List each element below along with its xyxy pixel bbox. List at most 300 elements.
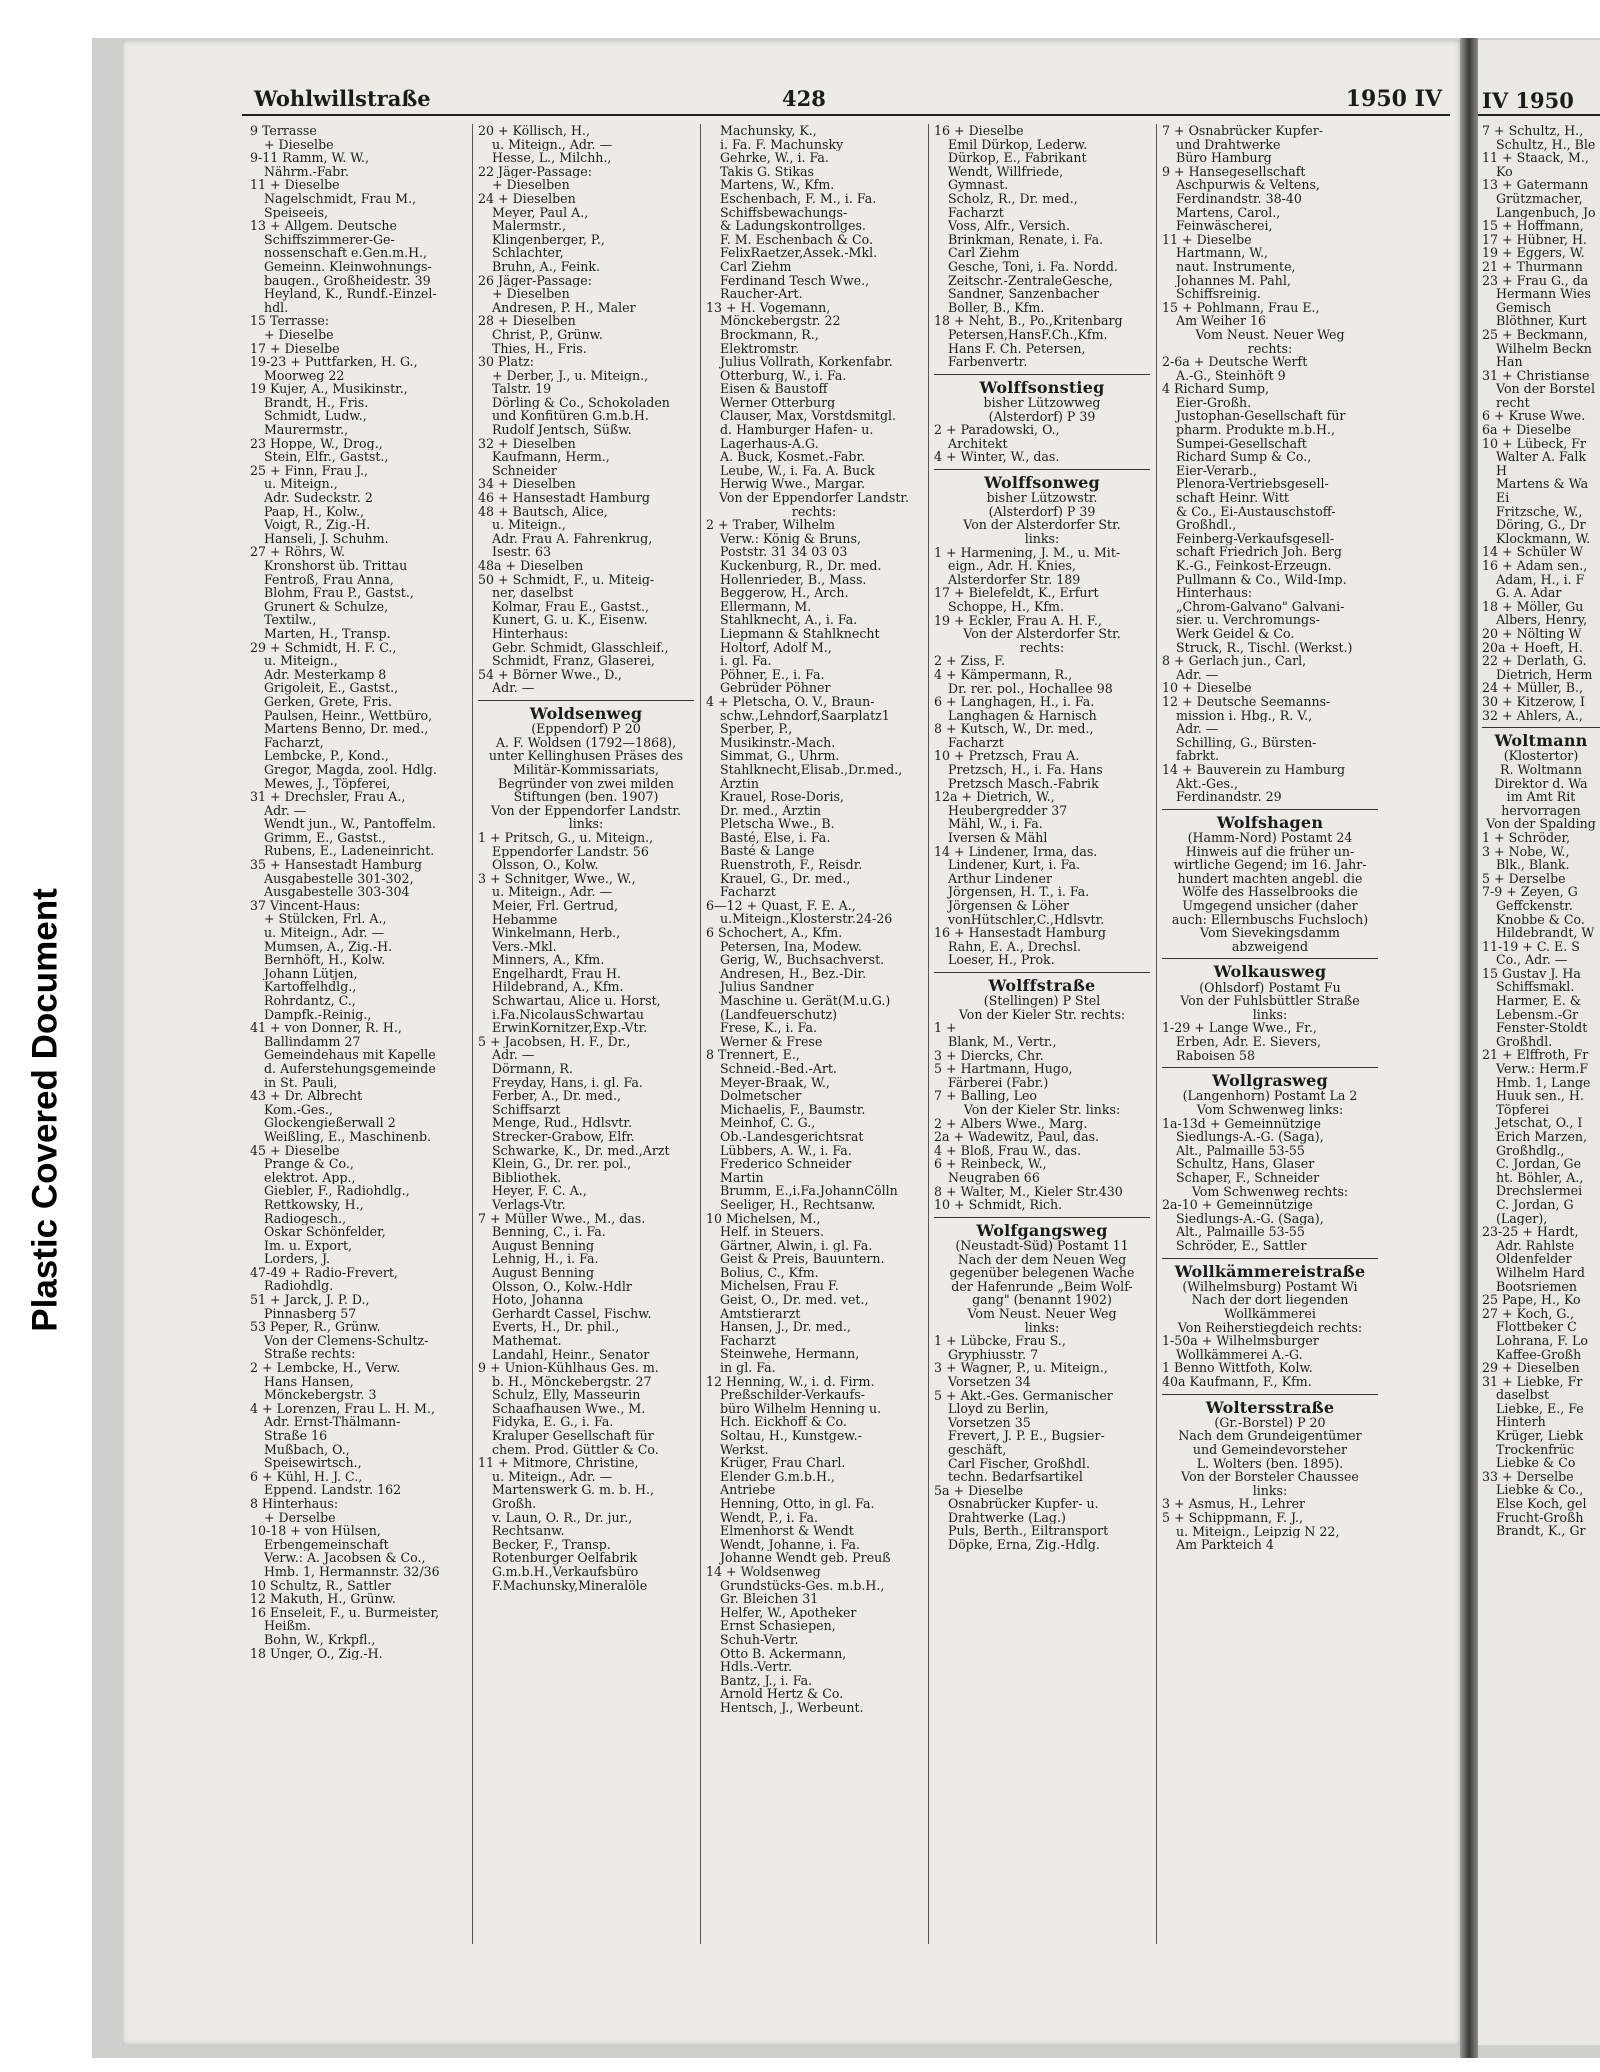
directory-entry: i.Fa.NicolausSchwartau: [492, 1007, 644, 1022]
directory-entry: u. Miteign., Adr. —: [492, 137, 613, 152]
directory-entry: 3 + Asmus, H., Lehrer: [1162, 1497, 1306, 1511]
directory-entry: 4 + Pletscha, O. V., Braun-: [706, 694, 875, 709]
directory-entry: Langhagen & Harnisch: [948, 708, 1097, 723]
street-note: Stiftungen (ben. 1907): [513, 789, 659, 805]
directory-entry: Albers, Henry,: [1496, 613, 1588, 627]
directory-entry: Krauel, Rose-Doris,: [720, 790, 844, 804]
directory-entry: 48 + Bautsch, Alice,: [478, 504, 608, 519]
directory-entry: Ferber, A., Dr. med.,: [492, 1089, 621, 1103]
directory-entry: Martens, W., Kfm.: [720, 178, 835, 192]
directory-entry: Ferdinandstr. 38-40: [1176, 191, 1302, 206]
directory-entry: Straße 16: [264, 1429, 328, 1443]
directory-entry: Im. u. Export,: [264, 1238, 353, 1253]
next-page-column: [1482, 124, 1600, 1538]
directory-entry: 6 + Reinbeck, W.,: [934, 1157, 1047, 1171]
directory-entry: 5a + Dieselbe: [934, 1483, 1024, 1498]
directory-entry: 3 + Wagner, P., u. Miteign.,: [934, 1361, 1108, 1375]
directory-entry: Hesse, L., Milchh.,: [492, 151, 612, 165]
directory-entry: Gymnast.: [948, 178, 1009, 192]
directory-entry: Kaffee-Großh: [1496, 1347, 1582, 1362]
directory-entry: 28 + Dieselben: [478, 314, 576, 328]
directory-entry: 9 + Hansegesellschaft: [1162, 164, 1306, 179]
directory-entry: Struck, R., Tischl. (Werkst.): [1176, 640, 1353, 655]
directory-entry: Verw.: Herm.F: [1496, 1062, 1589, 1076]
directory-entry: Maurermstr.,: [264, 423, 349, 437]
directory-entry: Sumpei-Gesellschaft: [1176, 436, 1307, 451]
directory-entry: 10 + Pretzsch, Frau A.: [934, 749, 1080, 764]
street-note: Nach der dort liegenden: [1191, 1292, 1349, 1308]
directory-entry: Großhdl.,: [1176, 518, 1237, 532]
directory-entry: Heubergredder 37: [948, 803, 1068, 818]
directory-entry: 43 + Dr. Albrecht: [250, 1089, 363, 1103]
directory-entry: 24 + Dieselben: [478, 191, 576, 206]
directory-entry: Justophan-Gesellschaft für: [1176, 409, 1346, 424]
directory-entry: 32 + Ahlers, A.,: [1482, 708, 1583, 723]
directory-entry: Martens, Carol.,: [1176, 205, 1281, 220]
street-note: rechts:: [1019, 639, 1065, 655]
directory-entry: 32 + Dieselben: [478, 436, 576, 451]
directory-entry: Prange & Co.,: [264, 1157, 354, 1171]
column-3: [706, 124, 922, 1944]
directory-entry: 6a + Dieselbe: [1482, 423, 1572, 437]
directory-entry: Verlags-Vtr.: [492, 1197, 566, 1212]
directory-entry: Blöthner, Kurt: [1496, 314, 1587, 328]
directory-entry: Beggerow, H., Arch.: [720, 586, 849, 600]
directory-entry: und Konfitüren G.m.b.H.: [492, 409, 649, 424]
street-note: links:: [1252, 1482, 1288, 1498]
directory-entry: Schmidt, Ludw.,: [264, 409, 367, 424]
directory-entry: 33 + Derselbe: [1482, 1469, 1574, 1484]
directory-entry: 8 Trennert, E.,: [706, 1048, 800, 1062]
directory-entry: Hildebrandt, W: [1496, 926, 1595, 940]
directory-entry: 8 + Walter, M., Kieler Str.430: [934, 1184, 1123, 1199]
directory-entry: Oldenfelder: [1496, 1252, 1572, 1266]
street-note: im Amt Rit: [1506, 789, 1576, 805]
directory-entry: Schoppe, H., Kfm.: [948, 599, 1064, 614]
directory-entry: Schröder, E., Sattler: [1176, 1238, 1307, 1253]
directory-entry: 13 + H. Vogemann,: [706, 300, 831, 315]
directory-entry: 22 Jäger-Passage:: [478, 164, 592, 179]
directory-entry: Otto B. Ackermann,: [720, 1646, 847, 1661]
street-note: links:: [1024, 530, 1060, 546]
directory-entry: Färberei (Fabr.): [948, 1075, 1049, 1090]
directory-entry: mission i. Hbg., R. V.,: [1176, 708, 1313, 723]
directory-entry: Mönckebergstr. 3: [264, 1388, 377, 1402]
directory-entry: Maschine u. Gerät(M.u.G.): [720, 994, 891, 1008]
directory-entry: C. Jordan, Ge: [1496, 1157, 1582, 1171]
directory-entry: Feinberg-Verkaufsgesell-: [1176, 531, 1335, 546]
directory-entry: Dietrich, Herm: [1496, 667, 1593, 682]
directory-entry: 6 Schochert, A., Kfm.: [706, 926, 843, 940]
directory-entry: Bootsriemen: [1496, 1279, 1577, 1294]
directory-entry: Christ, P., Grünw.: [492, 327, 603, 342]
street-section-header: [1162, 1394, 1378, 1430]
directory-entry: & Co., Ei-Austauschstoff-: [1176, 504, 1336, 519]
directory-entry: 31 + Liebke, Fr: [1482, 1374, 1583, 1389]
directory-entry: Michaelis, F., Baumstr.: [720, 1102, 866, 1117]
directory-entry: Mumsen, A., Zig.-H.: [264, 939, 393, 954]
directory-entry: Alt., Palmaille 53-55: [1176, 1143, 1305, 1158]
directory-entry: 30 Platz:: [478, 355, 534, 369]
directory-entry: Mewes, J., Töpferei,: [264, 776, 391, 791]
directory-entry: Nagelschmidt, Frau M.,: [264, 191, 417, 206]
street-note: Von der Spalding: [1486, 816, 1596, 832]
street-note: Vom Schwenweg links:: [1196, 1101, 1344, 1117]
directory-entry: Pretzsch, H., i. Fa. Hans: [948, 763, 1103, 777]
directory-entry: 11 + Dieselbe: [250, 178, 340, 192]
directory-entry: Töpferei: [1496, 1102, 1550, 1117]
directory-entry: u. Miteign., Leipzig N 22,: [1176, 1524, 1340, 1539]
directory-entry: + Dieselben: [492, 178, 570, 192]
directory-entry: Verw.: A. Jacobsen & Co.,: [264, 1551, 426, 1565]
directory-entry: 8 + Kutsch, W., Dr. med.,: [934, 722, 1094, 736]
directory-entry: Großhdl.: [1496, 1034, 1553, 1049]
directory-entry: 11 + Dieselbe: [1162, 232, 1252, 247]
directory-entry: Voss, Alfr., Versich.: [948, 219, 1070, 233]
directory-entry: geschäft,: [948, 1442, 1007, 1457]
directory-entry: Eschenbach, F. M., i. Fa.: [720, 191, 877, 206]
directory-entry: 19-23 + Puttfarken, H. G.,: [250, 355, 418, 369]
directory-entry: Gerken, Grete, Fris.: [264, 694, 393, 709]
directory-entry: Schaper, F., Schneider: [1176, 1170, 1320, 1185]
directory-entry: August Benning: [492, 1265, 595, 1280]
directory-entry: 15 Terrasse:: [250, 314, 330, 328]
directory-entry: recht: [1496, 395, 1530, 410]
directory-entry: C. Jordan, G: [1496, 1197, 1574, 1212]
directory-entry: Vorsetzen 34: [948, 1374, 1031, 1389]
directory-entry: Meinhof, C. G.,: [720, 1116, 816, 1130]
directory-entry: Eier-Verarb.,: [1176, 463, 1258, 478]
directory-entry: Facharzt: [720, 885, 776, 899]
street-note: gegenüber belegenen Wache: [949, 1265, 1135, 1281]
directory-entry: Raboisen 58: [1176, 1048, 1256, 1063]
directory-entry: Wendt, Johanne, i. Fa.: [720, 1537, 860, 1552]
directory-entry: Brandt, K., Gr: [1496, 1524, 1586, 1538]
street-name: Wolffsonweg: [984, 472, 1100, 492]
directory-entry: Ausgabestelle 301-302,: [264, 871, 414, 886]
street-note: Militär-Kommissariats,: [513, 761, 659, 777]
street-note: Begründer von zwei milden: [498, 775, 674, 791]
directory-entry: Loeser, H., Prok.: [948, 953, 1055, 967]
directory-entry: August Benning: [492, 1238, 595, 1253]
directory-entry: Kraluper Gesellschaft für: [492, 1429, 654, 1443]
directory-entry: 26 Jäger-Passage:: [478, 273, 592, 288]
directory-entry: 25 Pape, H., Ko: [1482, 1293, 1581, 1307]
directory-entry: Rahn, E. A., Drechsl.: [948, 939, 1082, 954]
directory-entry: 9 + Union-Kühlhaus Ges. m.: [478, 1361, 659, 1375]
directory-entry: Carl Ziehm: [948, 246, 1020, 260]
directory-entry: Everts, H., Dr. phil.,: [492, 1320, 620, 1334]
directory-entry: Schaafhausen Wwe., M.: [492, 1401, 646, 1416]
directory-entry: Werner & Frese: [720, 1034, 823, 1049]
directory-entry: Adr. —: [492, 1048, 535, 1063]
directory-entry: und Drahtwerke: [1176, 137, 1281, 152]
directory-entry: 14 + Bauverein zu Hamburg: [1162, 762, 1346, 777]
directory-entry: Osnabrücker Kupfer- u.: [948, 1497, 1099, 1511]
directory-entry: Plenora-Vertriebsgesell-: [1176, 477, 1329, 492]
street-note: Vom Sievekingsdamm: [1200, 925, 1340, 941]
directory-entry: Hentsch, J., Werbeunt.: [720, 1700, 864, 1715]
directory-entry: 10-18 + von Hülsen,: [250, 1524, 381, 1538]
directory-entry: Lorders, J.: [264, 1252, 331, 1266]
directory-entry: naut. Instrumente,: [1176, 259, 1296, 274]
directory-entry: Schiffsmakl.: [1496, 980, 1575, 995]
street-note: Von der Fuhlsbüttler Straße: [1180, 993, 1360, 1009]
directory-entry: Dolmetscher: [720, 1089, 802, 1103]
directory-entry: Hinterhaus:: [1176, 586, 1253, 600]
directory-entry: Jörgensen, H. T., i. Fa.: [948, 885, 1090, 899]
directory-entry: Kaufmann, Herm.,: [492, 450, 610, 464]
directory-entry: + Stülcken, Frl. A.,: [264, 912, 387, 927]
street-note: A. F. Woldsen (1792—1868),: [495, 734, 677, 750]
directory-entry: Geist & Preis, Bauuntern.: [720, 1252, 885, 1266]
directory-entry: Hmb. 1, Lange: [1496, 1075, 1591, 1090]
street-note: (Alsterdorf) P 39: [988, 503, 1096, 519]
directory-entry: Eisen & Baustoff: [720, 382, 828, 396]
directory-entry: Farbenvertr.: [948, 355, 1028, 369]
directory-entry: Dr. rer. pol., Hochallee 98: [948, 681, 1113, 696]
directory-entry: 11-19 + C. E. S: [1482, 939, 1580, 954]
directory-entry: Marten, H., Transp.: [264, 626, 391, 641]
directory-entry: schaft Friedrich Joh. Berg: [1176, 545, 1342, 559]
directory-entry: Wilhelm Hard: [1496, 1265, 1585, 1280]
directory-entry: Johannes M. Pahl,: [1176, 273, 1291, 288]
directory-entry: vonHütschler,C.,Hdlsvtr.: [948, 912, 1105, 927]
directory-entry: Ärztin: [720, 776, 759, 791]
street-note: auch: Ellernbuschs Fuchsloch): [1171, 911, 1369, 927]
column-rule: [700, 124, 701, 1944]
street-note: wirtliche Gegend; im 16. Jahr-: [1173, 857, 1367, 873]
directory-entry: Akt.-Ges.,: [1176, 776, 1239, 791]
directory-entry: Gebrüder Pöhner: [720, 681, 831, 695]
directory-entry: 2 + Paradowski, O.,: [934, 423, 1060, 437]
directory-entry: 3 + Schnitger, Wwe., W.,: [478, 871, 636, 886]
street-note: Umgegend unsicher (daher: [1182, 897, 1358, 913]
directory-entry: 35 + Hansestadt Hamburg: [250, 858, 422, 872]
directory-entry: in gl. Fa.: [720, 1361, 776, 1375]
directory-entry: Gärtner, Alwin, i. gl. Fa.: [720, 1238, 873, 1253]
directory-entry: Krauel, G., Dr. med.,: [720, 871, 851, 886]
street-name: Wollgrasweg: [1212, 1071, 1328, 1091]
directory-entry: Ko: [1496, 164, 1513, 179]
directory-entry: 12 Makuth, H., Grünw.: [250, 1592, 396, 1606]
directory-entry: Simmat, G., Uhrm.: [720, 749, 840, 763]
directory-entry: Radiogesch.,: [264, 1211, 347, 1226]
directory-entry: Großhdlg.,: [1496, 1143, 1565, 1158]
directory-entry: Speiseeis,: [264, 205, 329, 220]
directory-entry: Richard Sump & Co.,: [1176, 450, 1312, 464]
directory-entry: 4 + Winter, W., das.: [934, 450, 1060, 464]
directory-entry: Gesche, Toni, i. Fa. Nordd.: [948, 259, 1118, 274]
directory-entry: fabrkt.: [1176, 749, 1219, 763]
directory-entry: Voigt, R., Zig.-H.: [264, 518, 371, 532]
directory-entry: 14 + Schüler W: [1482, 545, 1583, 559]
directory-entry: pharm. Produkte m.b.H.,: [1176, 423, 1336, 437]
directory-entry: d. Hamburger Hafen- u.: [720, 423, 874, 437]
directory-entry: Adr. Rahlste: [1496, 1238, 1575, 1253]
directory-entry: 1 +: [934, 1021, 957, 1036]
directory-entry: Stahlknecht, A., i. Fa.: [720, 613, 858, 627]
directory-entry: Henning, Otto, in gl. Fa.: [720, 1496, 875, 1511]
directory-entry: 14 + Lindener, Irma, das.: [934, 844, 1098, 859]
directory-entry: 31 + Christianse: [1482, 368, 1590, 383]
directory-entry: Drechslermei: [1496, 1184, 1583, 1198]
directory-entry: Trockenfrüc: [1496, 1442, 1575, 1457]
directory-entry: 25 + Finn, Frau J.,: [250, 463, 369, 478]
directory-entry: Arnold Hertz & Co.: [720, 1687, 844, 1701]
directory-entry: Carl Fischer, Großhdl.: [948, 1456, 1090, 1471]
directory-entry: Verw.: König & Bruns,: [720, 531, 861, 546]
directory-entry: elektrot. App.,: [264, 1170, 356, 1185]
directory-entry: Elektromstr.: [720, 341, 800, 356]
column-rule: [472, 124, 473, 1944]
directory-entry: Grigoleit, E., Gastst.,: [264, 681, 399, 695]
directory-entry: 8 Hinterhaus:: [250, 1496, 339, 1511]
directory-entry: Meyer, Paul A.,: [492, 205, 589, 220]
directory-entry: Bolius, C., Kfm.: [720, 1265, 819, 1280]
directory-entry: 1-29 + Lange Wwe., Fr.,: [1162, 1021, 1317, 1035]
directory-entry: Sandner, Sanzenbacher: [948, 287, 1100, 301]
directory-entry: 2-6a + Deutsche Werft: [1162, 355, 1308, 369]
directory-entry: Aschpurwis & Veltens,: [1176, 178, 1320, 192]
directory-entry: 20a + Hoeft, H.: [1482, 640, 1583, 655]
directory-entry: 37 Vincent-Haus:: [250, 898, 361, 913]
directory-entry: Julius Sandner: [720, 980, 814, 994]
directory-entry: Architekt: [948, 436, 1008, 451]
street-note: rechts:: [791, 503, 837, 519]
directory-entry: Lembcke, P., Kond.,: [264, 749, 389, 763]
directory-entry: Antriebe: [720, 1483, 776, 1497]
directory-entry: Lagerhaus-A.G.: [720, 436, 819, 451]
directory-entry: Frevert, J. P. E., Bugsier-: [948, 1429, 1105, 1443]
directory-entry: Martenswerk G. m. b. H.,: [492, 1483, 655, 1498]
street-name: Woltersstraße: [1205, 1397, 1335, 1417]
directory-entry: Soltau, H., Kunstgew.-: [720, 1429, 862, 1443]
directory-entry: 53 Peper, R., Grünw.: [250, 1320, 381, 1334]
directory-entry: Scholz, R., Dr. med.,: [948, 191, 1078, 206]
street-note: R. Woltmann: [1500, 761, 1582, 777]
directory-entry: Feinwäscherei,: [1176, 219, 1273, 233]
street-section-header: [1162, 958, 1378, 994]
street-note: links:: [568, 816, 604, 832]
directory-entry: schaft Heinr. Witt: [1176, 491, 1289, 505]
directory-entry: Lebensm.-Gr: [1496, 1007, 1579, 1022]
directory-entry: Ob.-Landesgerichtsrat: [720, 1129, 864, 1144]
directory-entry: Gemisch: [1496, 300, 1552, 315]
directory-entry: Gregor, Magda, zool. Hdlg.: [264, 762, 437, 777]
directory-entry: 19 + Eggers, W.: [1482, 246, 1585, 260]
directory-entry: i. gl. Fa.: [720, 654, 772, 668]
page-header: [242, 84, 1450, 116]
directory-entry: Adr. Frau A. Fahrenkrug,: [492, 531, 653, 546]
directory-entry: Blank, M., Vertr.,: [948, 1035, 1057, 1049]
directory-entry: Eppend. Landstr. 162: [264, 1483, 402, 1497]
directory-entry: 7 + Osnabrücker Kupfer-: [1162, 124, 1324, 138]
directory-entry: G. A. Adar: [1496, 586, 1562, 600]
directory-entry: Glockengießerwall 2: [264, 1116, 396, 1130]
directory-entry: v. Laun, O. R., Dr. jur.,: [492, 1510, 633, 1525]
directory-entry: Steinwehe, Hermann,: [720, 1347, 860, 1362]
street-note: rechts:: [1247, 340, 1293, 356]
street-district: (Wilhelmsburg) Postamt Wi: [1182, 1278, 1358, 1294]
directory-entry: Talstr. 19: [492, 382, 552, 396]
directory-entry: 17 + Dieselbe: [250, 341, 340, 356]
street-district: (Klostertor): [1503, 748, 1579, 764]
street-note: Von der Eppendorfer Landstr.: [490, 802, 682, 818]
scanned-document: [92, 38, 1600, 2058]
directory-entry: techn. Bedarfsartikel: [948, 1470, 1083, 1484]
directory-entry: Nährm.-Fabr.: [264, 164, 349, 179]
street-note: hundert machten angebl. die: [1177, 870, 1363, 886]
directory-entry: Brandt, H., Fris.: [264, 395, 369, 410]
street-section-header: [934, 469, 1150, 505]
directory-entry: Kolmar, Frau E., Gastst.,: [492, 599, 649, 614]
directory-entry: Pullmann & Co., Wild-Imp.: [1176, 572, 1347, 587]
directory-entry: Stahlknecht,Elisab.,Dr.med.,: [720, 762, 903, 777]
directory-entry: 15 Gustav J. Ha: [1482, 966, 1581, 981]
directory-entry: Speisewirtsch.,: [264, 1456, 362, 1470]
directory-entry: 2 + Lembcke, H., Verw.: [250, 1361, 401, 1375]
directory-entry: Pletscha Wwe., B.: [720, 817, 835, 831]
directory-entry: u. Miteign., Adr. —: [492, 1469, 613, 1484]
street-district: (Ohlsdorf) Postamt Fu: [1199, 979, 1341, 995]
directory-entry: Ballindamm 27: [264, 1034, 361, 1049]
directory-entry: 9 Terrasse: [250, 124, 317, 138]
directory-entry: chem. Prod. Güttler & Co.: [492, 1442, 659, 1457]
directory-entry: Ruenstroth, F., Reisdr.: [720, 858, 863, 872]
street-name: Wolffstraße: [988, 975, 1096, 995]
street-note: links:: [1024, 1319, 1060, 1335]
directory-entry: büro Wilhelm Henning u.: [720, 1401, 882, 1416]
directory-entry: Malermstr.,: [492, 219, 567, 233]
directory-entry: Frucht-Großh: [1496, 1510, 1584, 1525]
directory-entry: Hollenrieder, B., Mass.: [720, 572, 867, 587]
directory-entry: Schneider: [492, 463, 557, 478]
directory-entry: Bantz, J., i. Fa.: [720, 1673, 813, 1688]
directory-entry: Von der Clemens-Schultz-: [264, 1333, 429, 1348]
street-note: hervorragen: [1501, 802, 1581, 818]
directory-entry: Facharzt,: [264, 735, 324, 750]
directory-entry: Dampfk.-Reinig.,: [264, 1007, 372, 1022]
directory-entry: Helfer, W., Apotheker: [720, 1605, 857, 1620]
directory-entry: Dörling & Co., Schokoladen: [492, 395, 670, 410]
street-name: Wolffsonstieg: [979, 377, 1105, 397]
directory-entry: Adr. Mesterkamp 8: [264, 667, 387, 682]
directory-entry: sier. u. Verchromungs-: [1176, 613, 1320, 627]
directory-entry: Andresen, H., Bez.-Dir.: [720, 966, 867, 981]
directory-entry: i. Fa. F. Machunsky: [720, 137, 844, 152]
directory-entry: Co., Adr. —: [1496, 953, 1568, 967]
directory-entry: u.Miteign.,Klosterstr.24-26: [720, 912, 893, 927]
directory-entry: 6 + Langhagen, H., i. Fa.: [934, 695, 1095, 709]
directory-entry: 17 + Hübner, H.: [1482, 232, 1587, 247]
directory-entry: 1 Benno Wittfoth, Kolw.: [1162, 1361, 1313, 1375]
directory-entry: 6—12 + Quast, F. E. A.,: [706, 898, 856, 913]
directory-entry: Sperber, P.,: [720, 722, 793, 736]
directory-entry: (Landfeuerschutz): [720, 1007, 838, 1022]
directory-entry: „Chrom-Galvano" Galvani-: [1176, 599, 1345, 614]
directory-entry: 5 + Akt.-Ges. Germanischer: [934, 1388, 1113, 1403]
directory-entry: Hermann Wies: [1496, 287, 1591, 301]
directory-entry: Michelsen, Frau F.: [720, 1279, 839, 1294]
directory-entry: 19 Kujer, A., Musikinstr.,: [250, 382, 408, 396]
directory-entry: 10 + Dieselbe: [1162, 681, 1252, 695]
street-note: Von der Alsterdorfer Str.: [963, 517, 1121, 533]
street-note: Vom Neust. Neuer Weg: [967, 1305, 1117, 1321]
directory-entry: F. M. Eschenbach & Co.: [720, 232, 874, 247]
directory-entry: 21 + Elffroth, Fr: [1482, 1048, 1589, 1063]
directory-entry: Dr. med., Ärztin: [720, 803, 822, 818]
